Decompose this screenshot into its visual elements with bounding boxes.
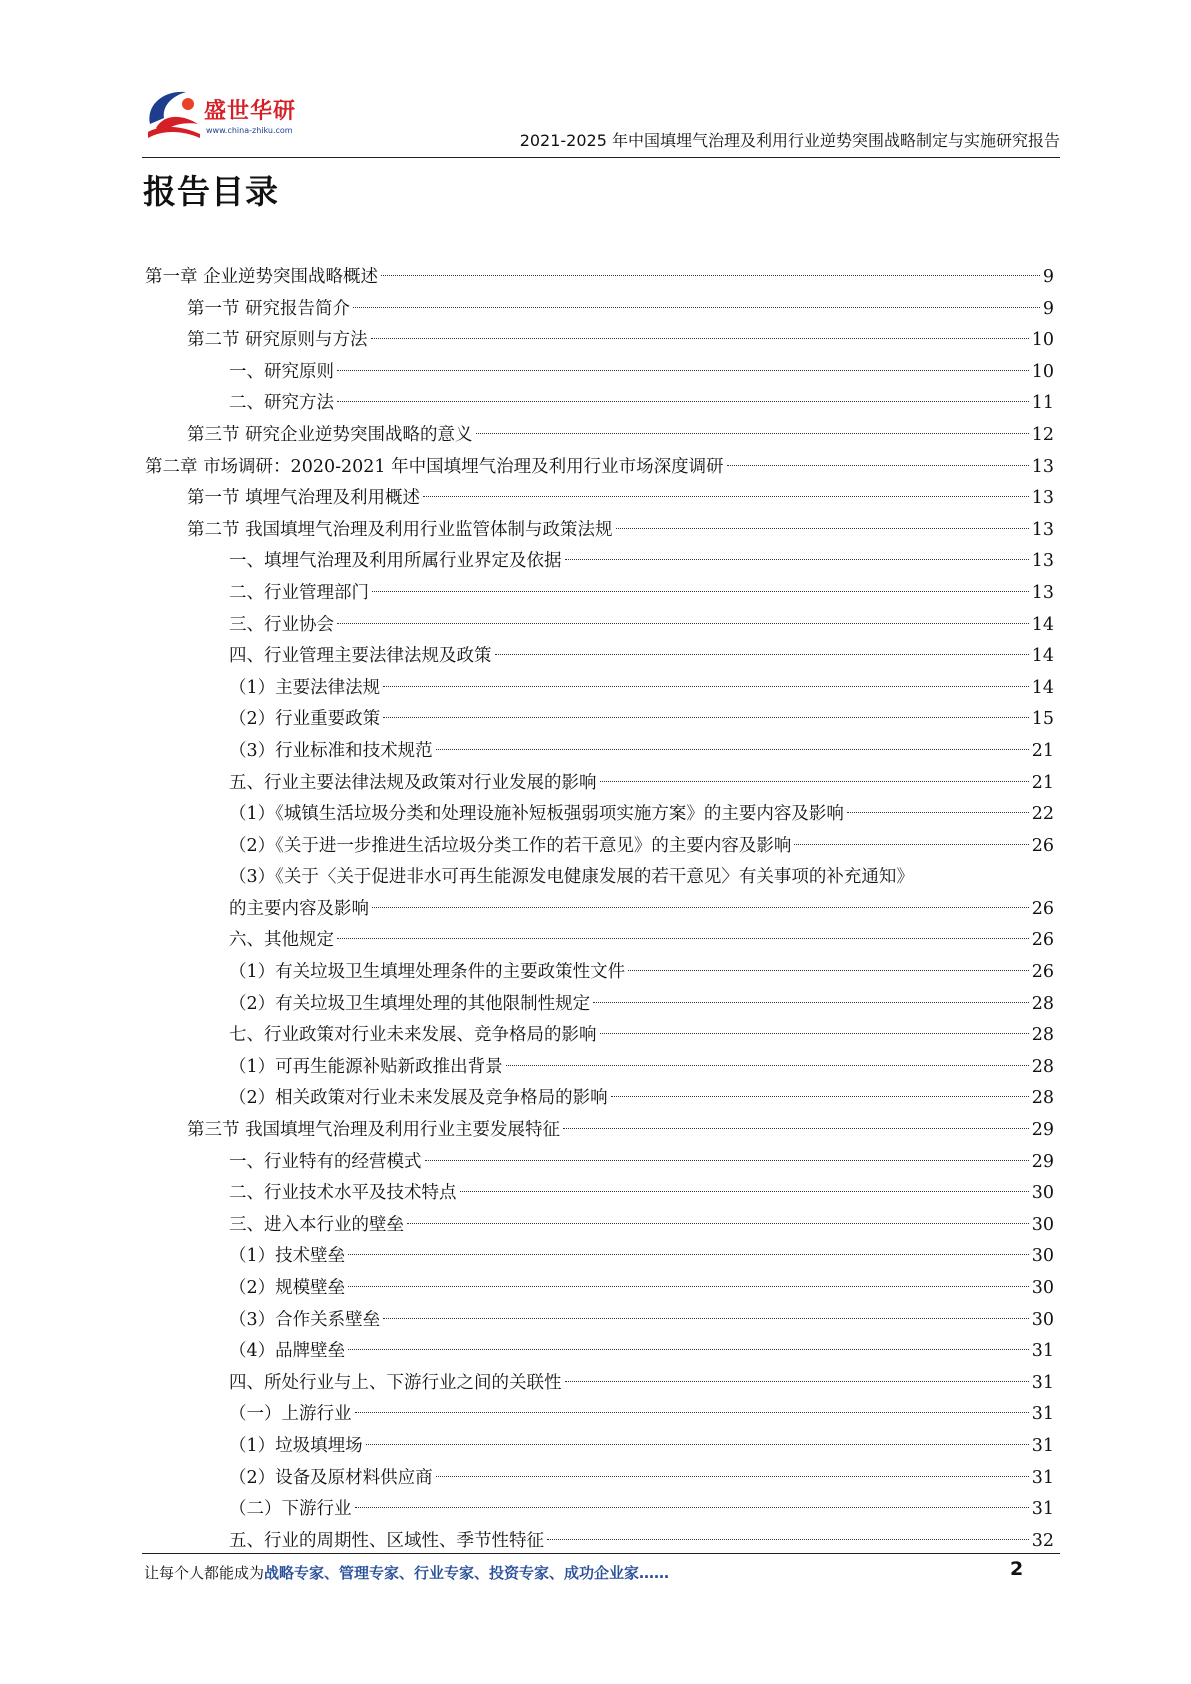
- toc-leader-dots: [425, 1160, 1029, 1161]
- toc-entry-page: 30: [1031, 1214, 1054, 1235]
- toc-leader-dots: [337, 370, 1029, 371]
- footer-divider: [142, 1553, 1060, 1554]
- toc-entry[interactable]: [145, 1178, 1054, 1210]
- logo-url: www.china-zhiku.com: [206, 126, 293, 135]
- toc-entry-label: 五、行业主要法律法规及政策对行业发展的影响: [229, 772, 597, 793]
- toc-leader-dots: [565, 1381, 1029, 1382]
- toc-entry-label: 第三节 我国填埋气治理及利用行业主要发展特征: [187, 1120, 561, 1141]
- toc-entry-page: 12: [1031, 424, 1054, 445]
- toc-entry-label: （1）《城镇生活垃圾分类和处理设施补短板强弱项实施方案》的主要内容及影响: [229, 804, 844, 825]
- toc-leader-dots: [495, 654, 1029, 655]
- toc-entry-page: 29: [1031, 1151, 1054, 1172]
- toc-leader-dots: [794, 844, 1028, 845]
- toc-leader-dots: [383, 717, 1029, 718]
- toc-entry-label: 的主要内容及影响: [229, 898, 369, 919]
- toc-leader-dots: [847, 812, 1029, 813]
- toc-entry[interactable]: [145, 957, 1054, 989]
- toc-entry-label: 五、行业的周期性、区域性、季节性特征: [229, 1530, 544, 1551]
- toc-leader-dots: [337, 401, 1029, 402]
- toc-entry-page: 26: [1031, 835, 1054, 856]
- toc-entry-page: 13: [1031, 519, 1054, 540]
- toc-entry[interactable]: [145, 1083, 1054, 1115]
- toc-leader-dots: [355, 1507, 1029, 1508]
- toc-leader-dots: [337, 623, 1029, 624]
- toc-entry[interactable]: [145, 894, 1054, 926]
- toc-entry-label: （3）《关于〈关于促进非水可再生能源发电健康发展的若干意见〉有关事项的补充通知》: [229, 867, 914, 888]
- toc-entry[interactable]: [145, 1115, 1054, 1147]
- toc-entry-label: （1）技术壁垒: [229, 1246, 346, 1267]
- table-of-contents: [145, 262, 1054, 1557]
- toc-entry[interactable]: [145, 578, 1054, 610]
- footer-slogan: [144, 1562, 669, 1583]
- toc-entry-label: （3）合作关系壁垒: [229, 1309, 381, 1330]
- toc-entry-page: 30: [1031, 1183, 1054, 1204]
- toc-entry[interactable]: [145, 1147, 1054, 1179]
- toc-entry-label: （1）有关垃圾卫生填埋处理条件的主要政策性文件: [229, 962, 626, 983]
- toc-entry-label: （1）可再生能源补贴新政推出背景: [229, 1056, 503, 1077]
- toc-entry-page: 13: [1031, 456, 1054, 477]
- toc-leader-dots: [348, 1286, 1029, 1287]
- toc-entry-page: 13: [1031, 582, 1054, 603]
- toc-entry-label: （1）主要法律法规: [229, 677, 381, 698]
- toc-entry-page: 31: [1031, 1404, 1054, 1425]
- toc-entry[interactable]: [145, 357, 1054, 389]
- toc-entry[interactable]: [145, 989, 1054, 1021]
- toc-entry-label: 第一节 研究报告简介: [187, 298, 351, 319]
- toc-entry-label: 一、行业特有的经营模式: [229, 1151, 422, 1172]
- header-divider: [142, 157, 1060, 158]
- toc-entry[interactable]: [145, 925, 1054, 957]
- toc-entry-label: （一）上游行业: [229, 1404, 352, 1425]
- toc-entry-label: 第二节 我国填埋气治理及利用行业监管体制与政策法规: [187, 519, 613, 540]
- toc-entry-label: 一、填埋气治理及利用所属行业界定及依据: [229, 551, 562, 572]
- toc-entry-label: （1）垃圾填埋场: [229, 1435, 363, 1456]
- toc-entry-label: （2）有关垃圾卫生填埋处理的其他限制性规定: [229, 993, 591, 1014]
- toc-leader-dots: [727, 465, 1029, 466]
- toc-entry-label: 三、进入本行业的壁垒: [229, 1214, 404, 1235]
- toc-entry-label: 七、行业政策对行业未来发展、竞争格局的影响: [229, 1025, 597, 1046]
- toc-entry-label: （2）《关于进一步推进生活垃圾分类工作的若干意见》的主要内容及影响: [229, 835, 792, 856]
- company-logo: [142, 84, 312, 144]
- toc-leader-dots: [383, 686, 1029, 687]
- toc-entry-page: 10: [1031, 330, 1054, 351]
- toc-entry[interactable]: [145, 610, 1054, 642]
- toc-entry[interactable]: [145, 294, 1054, 326]
- toc-leader-dots: [353, 307, 1040, 308]
- toc-entry[interactable]: [145, 1020, 1054, 1052]
- toc-entry[interactable]: [145, 452, 1054, 484]
- toc-leader-dots: [547, 1539, 1029, 1540]
- toc-leader-dots: [372, 591, 1029, 592]
- page-title: 报告目录: [143, 172, 279, 211]
- toc-entry-page: 30: [1031, 1278, 1054, 1298]
- toc-entry-label: 四、所处行业与上、下游行业之间的关联性: [229, 1372, 562, 1393]
- toc-entry-label: 二、行业管理部门: [229, 582, 369, 603]
- toc-entry-label: 六、其他规定: [229, 930, 334, 951]
- toc-leader-dots: [407, 1223, 1029, 1224]
- toc-entry-label: （二）下游行业: [229, 1499, 352, 1520]
- toc-entry-label: 第三节 研究企业逆势突围战略的意义: [187, 424, 473, 445]
- toc-entry-label: （2）设备及原材料供应商: [229, 1467, 433, 1488]
- toc-entry-page: 9: [1042, 298, 1054, 319]
- toc-entry[interactable]: [145, 546, 1054, 578]
- toc-leader-dots: [348, 1349, 1029, 1350]
- footer-slogan-highlight: 战略专家、管理专家、行业专家、投资专家、成功企业家……: [264, 1564, 670, 1582]
- toc-entry-label: （2）相关政策对行业未来发展及竞争格局的影响: [229, 1088, 608, 1109]
- toc-entry[interactable]: [145, 1368, 1054, 1400]
- toc-entry-label: （3）行业标准和技术规范: [229, 740, 433, 761]
- toc-entry-page: 22: [1031, 804, 1054, 825]
- toc-entry[interactable]: [145, 483, 1054, 515]
- toc-entry[interactable]: [145, 673, 1054, 705]
- toc-entry-page: 31: [1031, 1372, 1054, 1393]
- toc-entry-page: 9: [1042, 267, 1054, 287]
- toc-entry[interactable]: [145, 1463, 1054, 1495]
- logo-text: 盛世华研: [204, 99, 297, 124]
- toc-entry[interactable]: [145, 420, 1054, 452]
- toc-entry-page: 28: [1031, 1088, 1054, 1109]
- page-header: [142, 78, 1060, 158]
- toc-entry[interactable]: [145, 1399, 1054, 1431]
- toc-leader-dots: [355, 1412, 1029, 1413]
- toc-entry-page: 30: [1031, 1309, 1054, 1330]
- toc-entry[interactable]: [145, 641, 1054, 673]
- toc-leader-dots: [366, 1444, 1029, 1445]
- toc-leader-dots: [423, 496, 1029, 497]
- toc-entry-label: （4）品牌壁垒: [229, 1341, 346, 1362]
- toc-entry[interactable]: [145, 515, 1054, 547]
- toc-entry[interactable]: [145, 1431, 1054, 1463]
- toc-entry-label: 二、行业技术水平及技术特点: [229, 1183, 457, 1204]
- toc-entry[interactable]: [145, 1241, 1054, 1273]
- toc-entry-page: 28: [1031, 1025, 1054, 1046]
- toc-leader-dots: [476, 433, 1029, 434]
- toc-leader-dots: [628, 970, 1029, 971]
- toc-entry-label: 第一节 填埋气治理及利用概述: [187, 488, 421, 509]
- toc-leader-dots: [506, 1065, 1029, 1066]
- toc-entry[interactable]: [145, 1305, 1054, 1337]
- toc-entry-page: 21: [1031, 740, 1054, 761]
- toc-entry[interactable]: [145, 1052, 1054, 1084]
- toc-entry-page: 31: [1031, 1499, 1054, 1520]
- toc-entry-page: 28: [1031, 993, 1054, 1014]
- toc-entry-page: 31: [1031, 1467, 1054, 1488]
- toc-entry[interactable]: [145, 1210, 1054, 1242]
- toc-entry-page: 28: [1031, 1056, 1054, 1077]
- toc-leader-dots: [436, 749, 1029, 750]
- toc-leader-dots: [611, 1096, 1029, 1097]
- toc-entry-page: 26: [1031, 898, 1054, 919]
- toc-entry-label: 四、行业管理主要法律法规及政策: [229, 646, 492, 667]
- toc-leader-dots: [616, 528, 1029, 529]
- toc-entry[interactable]: [145, 862, 1054, 894]
- toc-entry-label: 第一章 企业逆势突围战略概述: [145, 267, 379, 287]
- toc-entry-page: 26: [1031, 962, 1054, 983]
- toc-entry-page: 26: [1031, 930, 1054, 951]
- toc-entry-page: 10: [1031, 361, 1054, 382]
- toc-entry-label: 第二章 市场调研：2020-2021 年中国填埋气治理及利用行业市场深度调研: [145, 456, 724, 477]
- toc-entry[interactable]: [145, 325, 1054, 357]
- toc-entry[interactable]: [145, 704, 1054, 736]
- toc-entry[interactable]: [145, 1336, 1054, 1368]
- toc-leader-dots: [372, 907, 1029, 908]
- toc-entry-page: 31: [1031, 1435, 1054, 1456]
- toc-entry-page: 14: [1031, 646, 1054, 667]
- toc-entry[interactable]: [145, 831, 1054, 863]
- toc-leader-dots: [460, 1191, 1029, 1192]
- toc-leader-dots: [337, 938, 1029, 939]
- toc-leader-dots: [593, 1002, 1029, 1003]
- toc-entry-page: 13: [1031, 488, 1054, 509]
- toc-entry-label: 第二节 研究原则与方法: [187, 330, 368, 351]
- toc-entry-page: 30: [1031, 1246, 1054, 1267]
- toc-leader-dots: [600, 781, 1029, 782]
- report-title: 2021-2025 年中国填埋气治理及利用行业逆势突围战略制定与实施研究报告: [519, 131, 1060, 150]
- toc-entry[interactable]: [145, 768, 1054, 800]
- toc-entry[interactable]: [145, 1273, 1054, 1305]
- toc-entry-page: 13: [1031, 551, 1054, 572]
- toc-entry-label: 二、研究方法: [229, 393, 334, 414]
- toc-entry[interactable]: [145, 799, 1054, 831]
- toc-entry-page: 11: [1031, 393, 1054, 414]
- toc-entry-label: 三、行业协会: [229, 614, 334, 635]
- logo-emblem-icon: [142, 84, 206, 144]
- toc-entry-page: 29: [1031, 1120, 1054, 1141]
- toc-leader-dots: [563, 1128, 1029, 1129]
- toc-entry[interactable]: [145, 736, 1054, 768]
- toc-entry-page: 31: [1031, 1341, 1054, 1362]
- toc-leader-dots: [565, 559, 1029, 560]
- page-number: 2: [1010, 1558, 1024, 1580]
- toc-leader-dots: [371, 338, 1029, 339]
- footer-slogan-prefix: 让每个人都能成为: [144, 1564, 265, 1582]
- toc-entry[interactable]: [145, 262, 1054, 294]
- toc-leader-dots: [436, 1476, 1029, 1477]
- toc-leader-dots: [381, 275, 1040, 276]
- toc-entry-label: （2）行业重要政策: [229, 709, 381, 730]
- toc-leader-dots: [348, 1254, 1029, 1255]
- toc-entry-page: 32: [1031, 1530, 1054, 1551]
- toc-entry-page: 14: [1031, 614, 1054, 635]
- toc-entry[interactable]: [145, 388, 1054, 420]
- toc-leader-dots: [600, 1033, 1029, 1034]
- toc-entry-page: 21: [1031, 772, 1054, 793]
- toc-entry-page: 14: [1031, 677, 1054, 698]
- toc-entry-label: （2）规模壁垒: [229, 1278, 346, 1298]
- toc-leader-dots: [383, 1318, 1029, 1319]
- toc-entry[interactable]: [145, 1494, 1054, 1526]
- toc-entry-label: 一、研究原则: [229, 361, 334, 382]
- toc-entry-page: 15: [1031, 709, 1054, 730]
